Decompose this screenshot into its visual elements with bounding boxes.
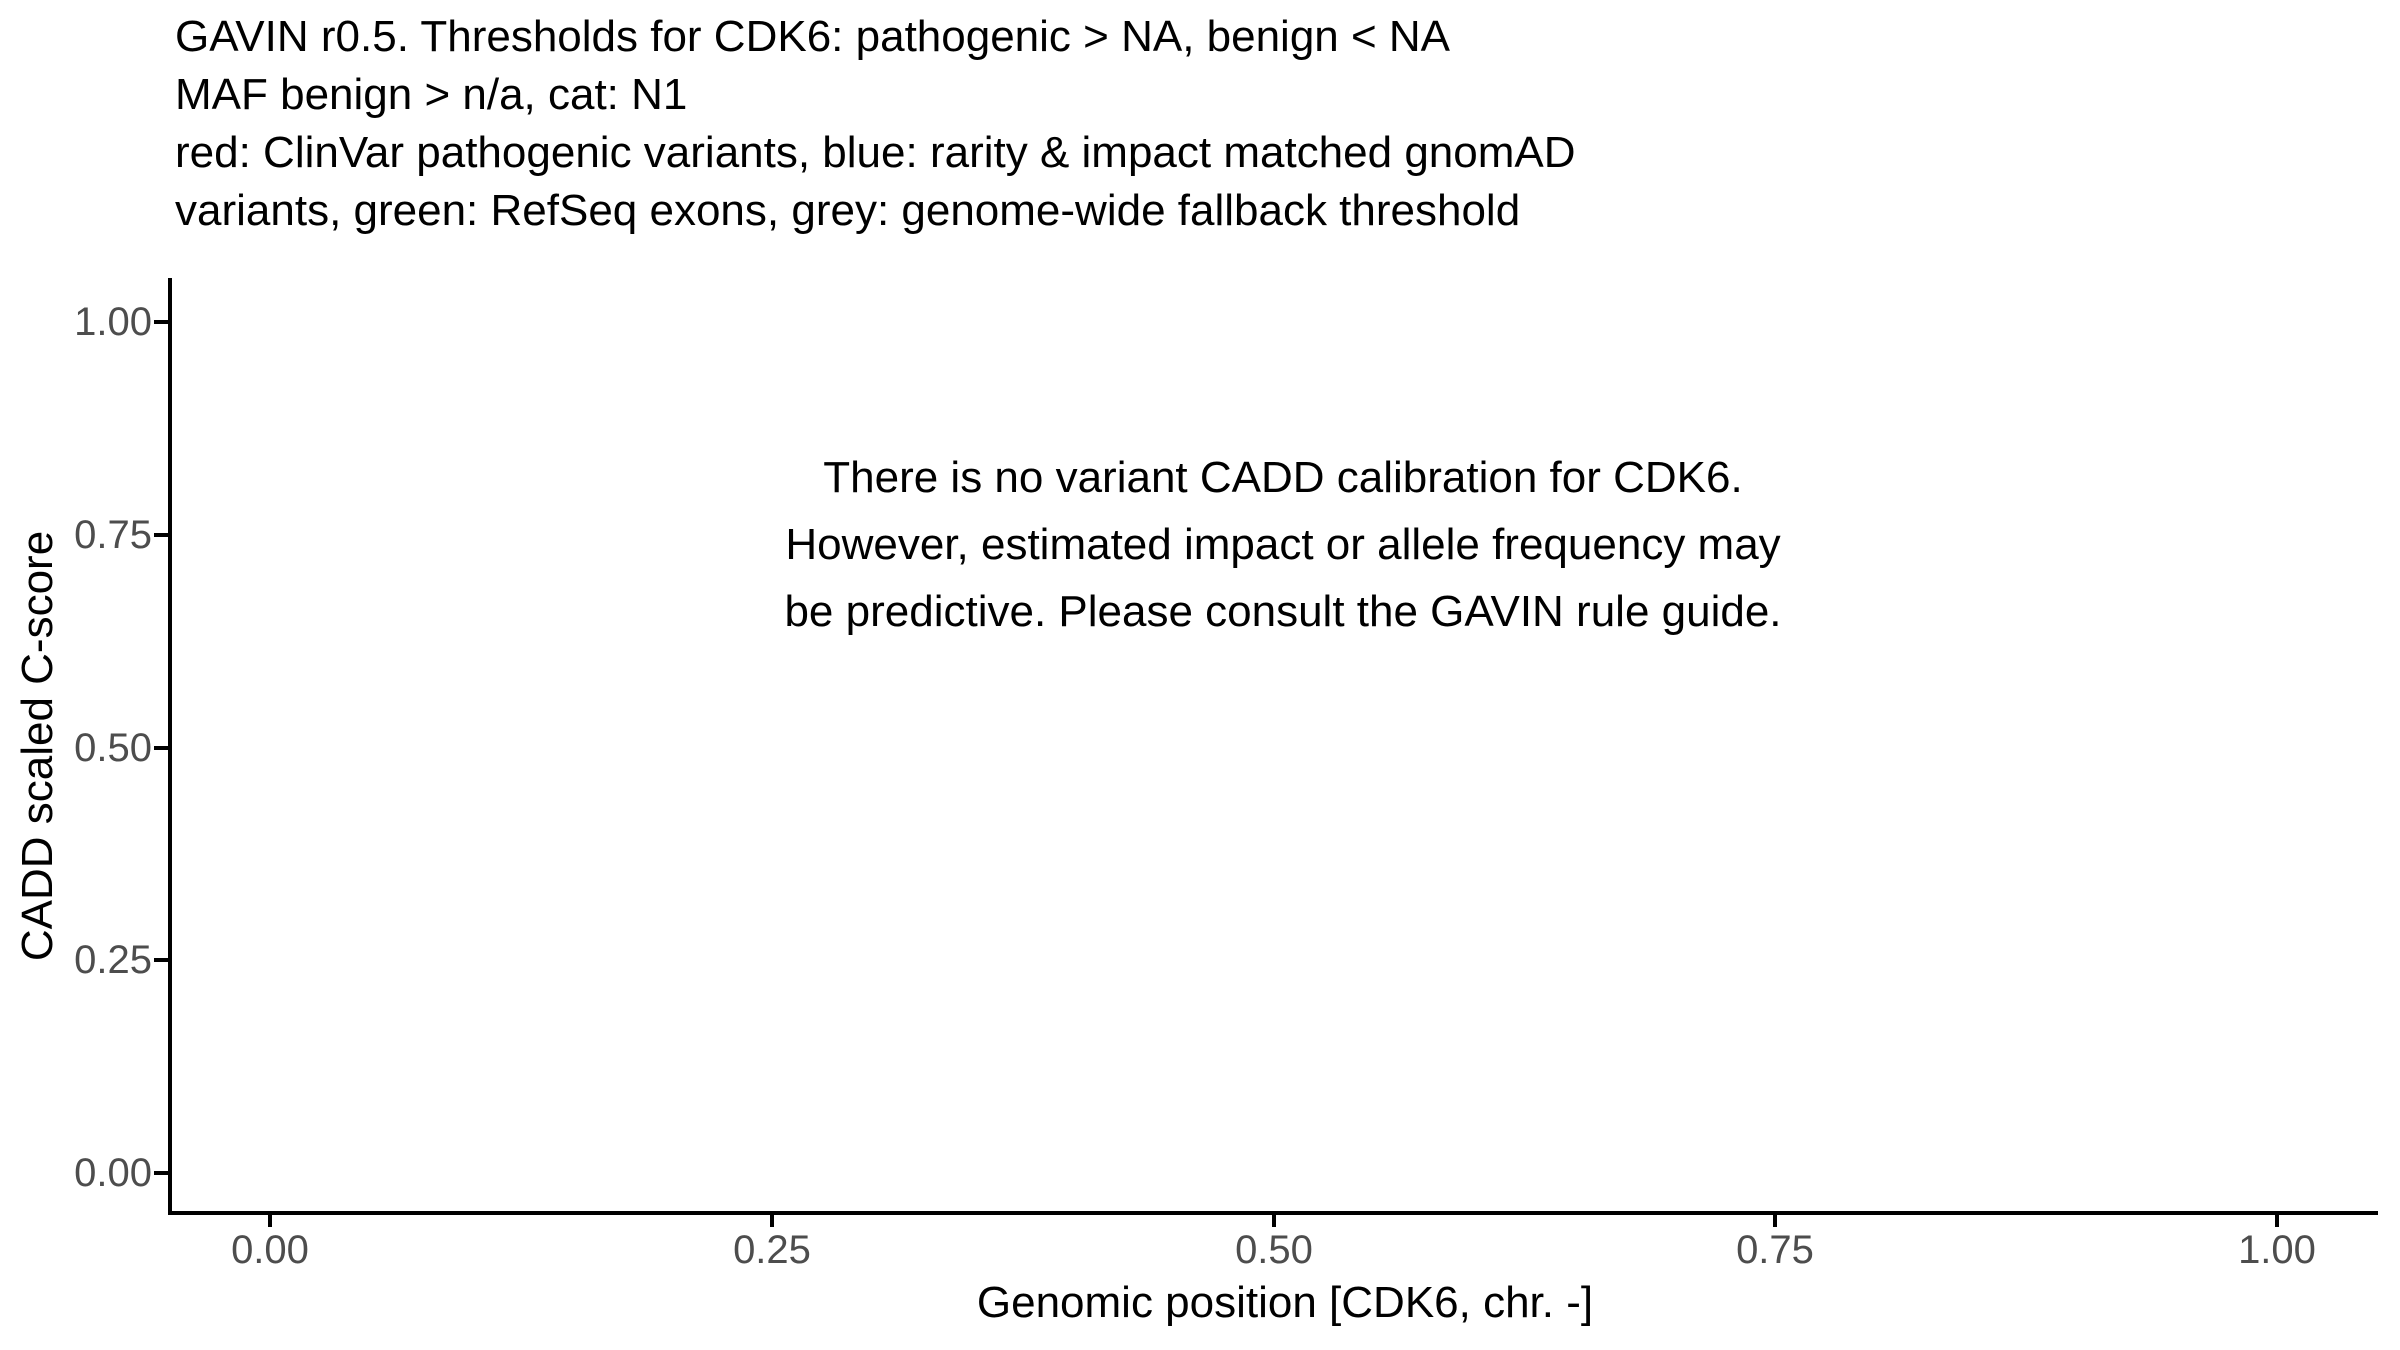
y-tick-mark-0.00 — [154, 1171, 168, 1175]
y-tick-label-1.00: 1.00 — [74, 300, 152, 344]
annotation-line-2: However, estimated impact or allele frequency may — [785, 520, 1781, 569]
x-tick-label-0.75: 0.75 — [1736, 1228, 1814, 1272]
y-tick-mark-1.00 — [154, 320, 168, 324]
y-tick-label-0.00: 0.00 — [74, 1151, 152, 1195]
y-axis-title: CADD scaled C-score — [13, 530, 62, 962]
x-tick-label-1.00: 1.00 — [2238, 1228, 2316, 1272]
x-axis-title: Genomic position [CDK6, chr. -] — [976, 1278, 1594, 1327]
chart-title-line-4: variants, green: RefSeq exons, grey: genome-wide fallback threshold — [175, 186, 1521, 235]
chart-title — [175, 8, 1576, 240]
y-tick-mark-0.75 — [154, 533, 168, 537]
y-tick-label-0.75: 0.75 — [74, 513, 152, 557]
annotation-line-1: There is no variant CADD calibration for CDK6. — [823, 453, 1743, 502]
y-tick-label-0.25: 0.25 — [74, 938, 152, 982]
y-axis-line — [168, 278, 172, 1215]
x-tick-label-0.00: 0.00 — [231, 1228, 309, 1272]
chart-title-line-2: MAF benign > n/a, cat: N1 — [175, 70, 688, 119]
chart-title-line-3: red: ClinVar pathogenic variants, blue: rarity & impact matched gnomAD — [175, 128, 1576, 177]
y-tick-mark-0.50 — [154, 746, 168, 750]
no-calibration-annotation — [784, 444, 1781, 645]
annotation-line-3: be predictive. Please consult the GAVIN rule guide. — [784, 587, 1782, 636]
chart-title-line-1: GAVIN r0.5. Thresholds for CDK6: pathogenic > NA, benign < NA — [175, 12, 1451, 61]
x-tick-label-0.50: 0.50 — [1235, 1228, 1313, 1272]
x-tick-label-0.25: 0.25 — [733, 1228, 811, 1272]
y-tick-label-0.50: 0.50 — [74, 726, 152, 770]
y-tick-mark-0.25 — [154, 958, 168, 962]
